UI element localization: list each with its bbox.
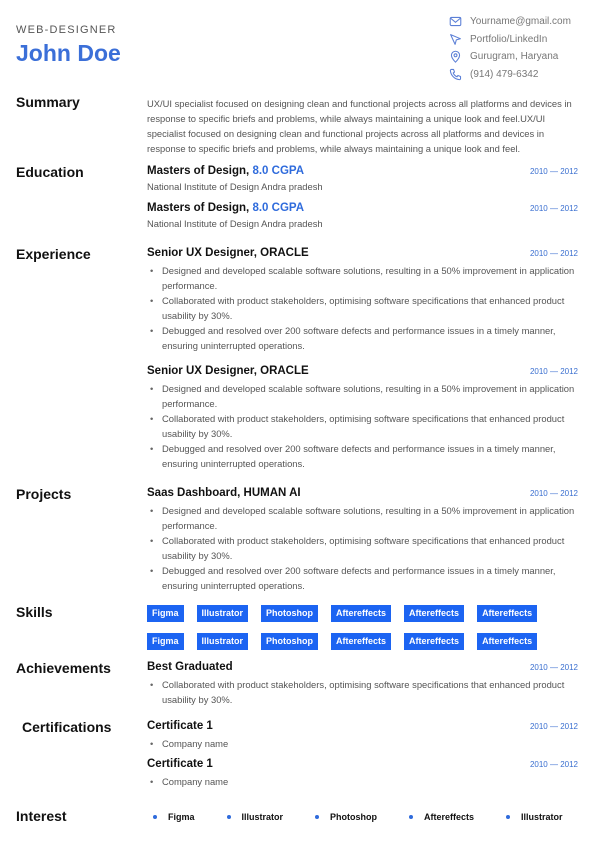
job-role: WEB-DESIGNER — [16, 24, 117, 36]
gpa: 8.0 CGPA — [252, 202, 305, 214]
entry-date: 2010 — 2012 — [529, 204, 578, 213]
school-name: National Institute of Design Andra pradesh — [147, 218, 323, 229]
contact-portfolio[interactable] — [449, 31, 571, 49]
skills-tags — [147, 605, 578, 661]
section-title: Achievements — [16, 660, 111, 676]
gpa: 8.0 CGPA — [252, 165, 305, 177]
skill-tag: Aftereffects — [477, 605, 537, 622]
entry-date: 2010 — 2012 — [529, 167, 578, 176]
bullet-item: • Debugged and resolved over 200 software defects and performance issues in a timely manner, ensuring uninterrupted operations. — [147, 323, 578, 353]
contact-location-text: Gurugram, Haryana — [470, 51, 559, 63]
degree-title: Masters of Design, 8.0 CGPA — [147, 202, 305, 214]
education-item — [147, 202, 578, 229]
skill-tag: Aftereffects — [404, 633, 464, 650]
mail-icon — [449, 15, 462, 28]
entry-date: 2010 — 2012 — [529, 663, 578, 672]
section-title: Certifications — [22, 719, 112, 735]
entry-date: 2010 — 2012 — [529, 760, 578, 769]
interest-item: Figma — [147, 812, 195, 822]
entry-date: 2010 — 2012 — [529, 249, 578, 258]
location-pin-icon — [449, 50, 462, 63]
project-item — [147, 487, 578, 593]
contact-block — [449, 13, 571, 83]
interest-list — [147, 812, 578, 822]
full-name: John Doe — [16, 40, 121, 66]
company-name: • Company name — [147, 736, 578, 751]
skill-tag: Photoshop — [261, 605, 318, 622]
achievement-item — [147, 661, 578, 707]
skill-tag: Photoshop — [261, 633, 318, 650]
bullet-item: • Collaborated with product stakeholders, optimising software specifications that enhanced product usability by 30%. — [147, 533, 578, 563]
certificate-title: Certificate 1 — [147, 720, 213, 732]
contact-phone-text: (914) 479-6342 — [470, 68, 539, 80]
bullet-item: • Designed and developed scalable software solutions, resulting in a 50% improvement in application performance. — [147, 503, 578, 533]
entry-date: 2010 — 2012 — [529, 489, 578, 498]
education-item — [147, 165, 578, 192]
section-title: Education — [16, 164, 84, 180]
bullet-item: • Collaborated with product stakeholders, optimising software specifications that enhanced product usability by 30%. — [147, 677, 578, 707]
certification-item — [147, 720, 578, 751]
contact-email[interactable] — [449, 13, 571, 31]
job-title: Senior UX Designer, ORACLE — [147, 247, 309, 259]
interest-item: Aftereffects — [403, 812, 474, 822]
bullet-item: • Collaborated with product stakeholders, optimising software specifications that enhanced product usability by 30%. — [147, 411, 578, 441]
achievement-title: Best Graduated — [147, 661, 233, 673]
skill-tag: Aftereffects — [404, 605, 464, 622]
section-title: Skills — [16, 604, 53, 620]
resume-header — [16, 24, 121, 67]
skill-tag: Aftereffects — [331, 605, 391, 622]
section-title: Projects — [16, 486, 72, 502]
bullet-item: • Collaborated with product stakeholders, optimising software specifications that enhanced product usability by 30%. — [147, 293, 578, 323]
section-title: Experience — [16, 246, 91, 262]
skill-tag: Aftereffects — [477, 633, 537, 650]
contact-location — [449, 48, 571, 66]
bullet-item: • Debugged and resolved over 200 software defects and performance issues in a timely manner, ensuring uninterrupted operations. — [147, 441, 578, 471]
entry-date: 2010 — 2012 — [529, 367, 578, 376]
job-title: Senior UX Designer, ORACLE — [147, 365, 309, 377]
skill-tag: Figma — [147, 605, 184, 622]
certification-item — [147, 758, 578, 789]
phone-icon — [449, 68, 462, 81]
section-title: Interest — [16, 808, 67, 824]
bullet-item: • Designed and developed scalable software solutions, resulting in a 50% improvement in application performance. — [147, 263, 578, 293]
interest-item: Photoshop — [309, 812, 377, 822]
skill-tag: Figma — [147, 633, 184, 650]
project-title: Saas Dashboard, HUMAN AI — [147, 487, 301, 499]
contact-phone[interactable] — [449, 66, 571, 84]
skill-tag: Illustrator — [197, 633, 249, 650]
summary-text: UX/UI specialist focused on designing clean and functional projects across all platforms and devices in response to specific briefs and problems, while always maintaining a unique look and feel.UX/UI specialist focused on designing clean and functional projects across all platforms and devices in response to specific briefs and problems, while always maintaining a unique look and feel. — [147, 98, 572, 154]
contact-portfolio-text: Portfolio/LinkedIn — [470, 33, 548, 45]
interest-item: Illustrator — [221, 812, 284, 822]
interest-item: Illustrator — [500, 812, 563, 822]
entry-date: 2010 — 2012 — [529, 722, 578, 731]
send-icon — [449, 33, 462, 46]
company-name: • Company name — [147, 774, 578, 789]
experience-item — [147, 365, 578, 471]
bullet-item: • Designed and developed scalable software solutions, resulting in a 50% improvement in application performance. — [147, 381, 578, 411]
experience-item — [147, 247, 578, 353]
certificate-title: Certificate 1 — [147, 758, 213, 770]
contact-email-text: Yourname@gmail.com — [470, 16, 571, 28]
school-name: National Institute of Design Andra pradesh — [147, 181, 323, 192]
skill-tag: Illustrator — [197, 605, 249, 622]
bullet-item: • Debugged and resolved over 200 software defects and performance issues in a timely manner, ensuring uninterrupted operations. — [147, 563, 578, 593]
skill-tag: Aftereffects — [331, 633, 391, 650]
degree-title: Masters of Design, 8.0 CGPA — [147, 165, 305, 177]
section-title: Summary — [16, 94, 80, 110]
